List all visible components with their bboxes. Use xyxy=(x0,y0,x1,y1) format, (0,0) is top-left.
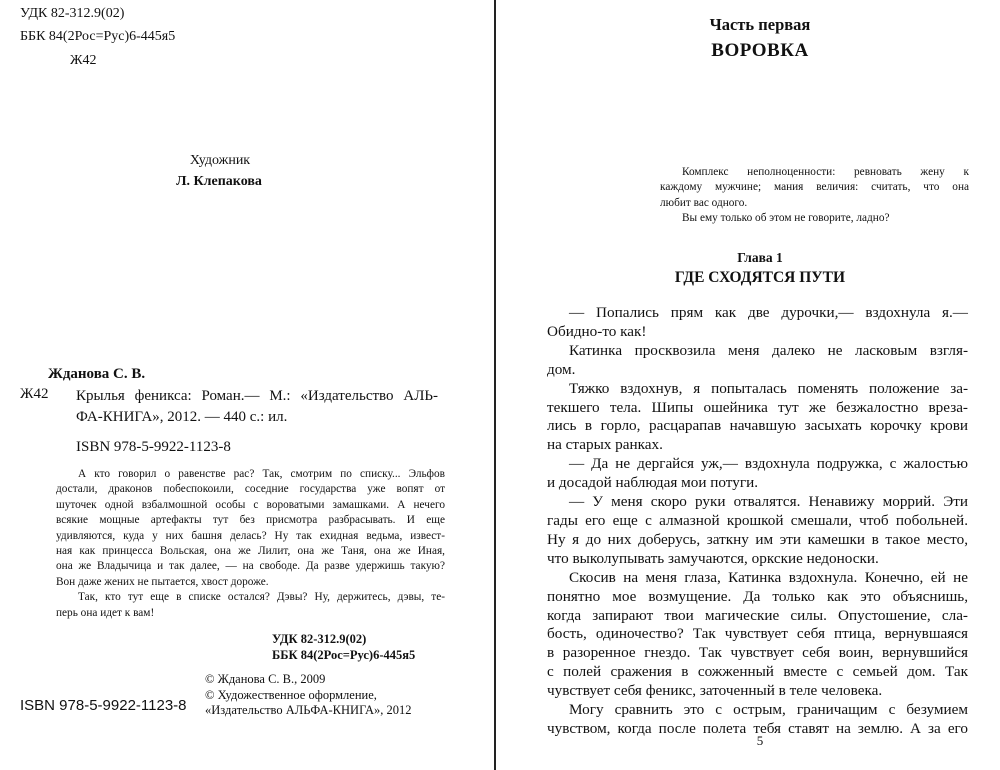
annotation-line: А кто говорил о равенстве рас? Так, смотрим по списку... Эльфов xyxy=(78,468,445,480)
chapter-title: ГДЕ СХОДЯТСЯ ПУТИ xyxy=(674,269,846,286)
author-heading: Жданова С. В. xyxy=(48,366,146,382)
part-title: ВОРОВКА xyxy=(711,40,809,61)
body-line: понятно мое возмущение. Да только как это объяснишь, xyxy=(547,587,968,605)
isbn-main: ISBN 978-5-9922-1123-8 xyxy=(76,439,231,455)
part-label: Часть первая xyxy=(709,15,811,34)
illustrator-role: Художник xyxy=(189,153,251,168)
body-line: — У меня скоро руки отвалятся. Ненавижу моррий. Эти xyxy=(569,493,968,511)
body-line: чувством, когда после полета тебя ставят на землю. А за его xyxy=(547,719,968,737)
udk-bottom: УДК 82-312.9(02) xyxy=(272,632,367,646)
annotation-line: Вон даже жених не пытается, хвост дороже. xyxy=(56,575,269,588)
annotation-line: ная как принцесса Вольская, она же Лилит, она же Таня, она же Иная, xyxy=(56,545,445,558)
body-line: что выколупывать замучаются, оркские недоноски. xyxy=(547,549,879,567)
epigraph-line: любит вас одного. xyxy=(660,196,748,209)
body-line: в разоренное гнездо. Так чувствует себя воин, вернувшийся xyxy=(547,644,968,662)
biblio-mark: Ж42 xyxy=(20,386,49,402)
bbk-code: ББК 84(2Рос=Рус)6-445я5 xyxy=(20,29,176,44)
annotation-line: шуточек одной взбалмошной особы с вороватыми замашками. А нечего xyxy=(56,498,445,511)
body-line: когда запирают твои магические силы. Опустошение, сла- xyxy=(547,606,968,624)
body-line: Могу сравнить это с острым, граничащим с безумием xyxy=(569,701,968,719)
chapter-body xyxy=(547,304,968,739)
author-mark: Ж42 xyxy=(70,53,97,68)
chapter-label: Глава 1 xyxy=(737,250,783,265)
body-line: Обидно-то как! xyxy=(547,322,647,340)
biblio-line: Крылья феникса: Роман.— М.: «Издательство АЛЬ- xyxy=(76,388,438,404)
body-line: чувствует себя феникс, заточенный в теле человека. xyxy=(547,682,883,700)
body-line: Катинка просквозила меня далеко не ласковым взгля- xyxy=(569,341,968,359)
book-spine xyxy=(494,0,496,770)
epigraph-line: Комплекс неполноценности: ревновать жену к xyxy=(682,166,969,178)
isbn-bottom: ISBN 978-5-9922-1123-8 xyxy=(20,697,187,714)
annotation xyxy=(56,467,445,621)
body-line: на старых ранках. xyxy=(547,436,663,454)
epigraph-line: каждому мужчине; мания величия: считать, что она xyxy=(660,181,969,194)
body-line: и досадой наблюдая мои потуги. xyxy=(547,474,758,492)
body-line: гады его еще с алмазной крошкой смешали, чтоб побольней. xyxy=(547,511,968,529)
body-line: — Попались прям как две дурочки,— вздохнула я.— xyxy=(569,304,968,321)
body-line: лись в горло, расцарапав начавшую засыхать корочку крови xyxy=(547,417,968,435)
bbk-bottom: ББК 84(2Рос=Рус)6-445я5 xyxy=(272,648,416,662)
annotation-line: она же Владычица и так далее, — на свободе. Да разве удержишь такую? xyxy=(56,560,445,573)
left-page xyxy=(0,0,494,770)
epigraph xyxy=(660,165,969,227)
body-line: бость, одиночество? Так чувствует себя птица, вернувшаяся xyxy=(547,625,968,643)
copyright-publisher: «Издательство АЛЬФА-КНИГА», 2012 xyxy=(205,703,412,717)
annotation-line: всякие мощные артефакты тут без присмотра разбрасывать. И еще xyxy=(56,514,445,527)
body-line: Ну я до них доберусь, заткну им эти камешки в такое место, xyxy=(547,530,968,548)
body-line: Скосив на меня глаза, Катинка вздохнула. Конечно, ей не xyxy=(569,568,968,586)
copyright-author: © Жданова С. В., 2009 xyxy=(205,672,326,686)
annotation-line: Так, кто тут еще в списке остался? Дэвы? Ну, держитесь, дэвы, те- xyxy=(78,591,445,604)
body-line: дом. xyxy=(547,360,576,378)
page-number: 5 xyxy=(756,733,764,748)
udk-code: УДК 82-312.9(02) xyxy=(20,6,125,21)
biblio-description xyxy=(76,386,438,428)
body-line: Тяжко вздохнув, я попыталась поменять положение за- xyxy=(569,379,968,397)
epigraph-line: Вы ему только об этом не говорите, ладно? xyxy=(682,212,890,225)
right-page xyxy=(497,0,1000,770)
body-line: с полей сражения в сожженный вместе с семьей дом. Так xyxy=(547,663,968,681)
body-line: — Да не дергайся уж,— вздохнула подружка, с жалостью xyxy=(569,455,968,473)
copyright-design: © Художественное оформление, xyxy=(205,688,377,702)
illustrator-name: Л. Клепакова xyxy=(176,174,262,189)
annotation-line: перь она идет к вам! xyxy=(56,606,155,619)
annotation-line: удивляются, куда у них башня делась? Ну так ехидная ведьма, извест- xyxy=(56,529,445,542)
biblio-line: ФА-КНИГА», 2012. — 440 с.: ил. xyxy=(76,409,288,425)
annotation-line: достали, драконов побеспокоили, соседние государства уже вопят от xyxy=(56,483,445,496)
body-line: текшего тела. Шипы ошейника тут же безжалостно вреза- xyxy=(547,398,968,416)
